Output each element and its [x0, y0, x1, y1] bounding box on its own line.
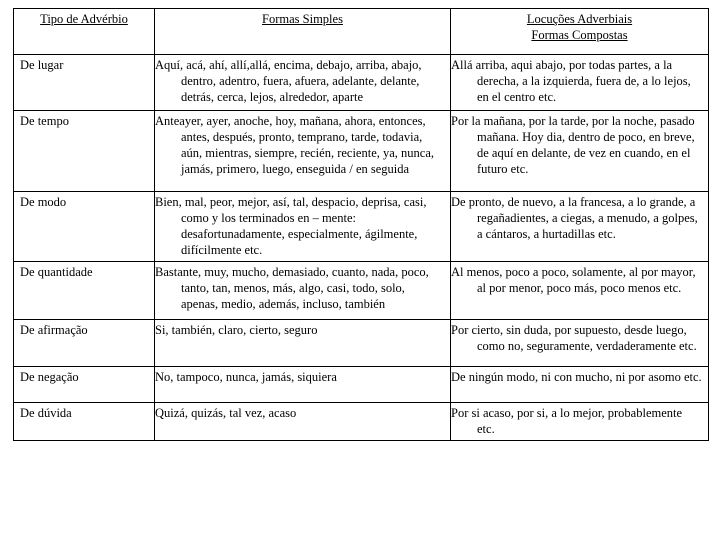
simple-forms: Aquí, acá, ahí, allí,allá, encima, debajo, arriba, abajo, dentro, adentro, fuera, afuera, adelante, delante, detrás, cerca, lejos, alrededor, aparte: [155, 55, 451, 111]
table-row: [14, 262, 709, 320]
simple-forms: Bien, mal, peor, mejor, así, tal, despacio, deprisa, casi, como y los terminados en – mente: desafortunadamente, especialmente, ágilmente, difícilmente etc.: [155, 192, 451, 262]
adverb-type: De afirmação: [14, 320, 155, 367]
adverb-type: De lugar: [14, 55, 155, 111]
adverb-type: De dúvida: [14, 403, 155, 441]
adverb-type: De modo: [14, 192, 155, 262]
compound-forms: Al menos, poco a poco, solamente, al por mayor, al por menor, poco más, poco menos etc.: [451, 262, 709, 320]
simple-forms: Anteayer, ayer, anoche, hoy, mañana, ahora, entonces, antes, después, pronto, temprano, tarde, todavia, aún, mientras, siempre, recién, reciente, ya, nunca, jamás, primero, luego, enseguida / en seguida: [155, 111, 451, 192]
header-simple-forms: Formas Simples: [155, 9, 451, 55]
compound-forms: Por cierto, sin duda, por supuesto, desde luego, como no, seguramente, verdaderamente etc.: [451, 320, 709, 367]
compound-forms: De ningún modo, ni con mucho, ni por asomo etc.: [451, 367, 709, 403]
table-row: [14, 403, 709, 441]
simple-forms: No, tampoco, nunca, jamás, siquiera: [155, 367, 451, 403]
simple-forms: Si, también, claro, cierto, seguro: [155, 320, 451, 367]
adverb-type: De negação: [14, 367, 155, 403]
compound-forms: Por la mañana, por la tarde, por la noche, pasado mañana. Hoy dia, dentro de poco, en breve, de aquí en delante, de vez en cuando, en el futuro etc.: [451, 111, 709, 192]
simple-forms: Quizá, quizás, tal vez, acaso: [155, 403, 451, 441]
adverb-type: De quantidade: [14, 262, 155, 320]
compound-forms: Por si acaso, por si, a lo mejor, probablemente etc.: [451, 403, 709, 441]
adverb-type: De tempo: [14, 111, 155, 192]
table-row: [14, 320, 709, 367]
header-row: [14, 9, 709, 55]
header-locutions: Locuções Adverbiais: [526, 12, 633, 26]
header-type: Tipo de Advérbio: [14, 9, 155, 55]
table-row: [14, 367, 709, 403]
header-compound: Formas Compostas: [531, 28, 628, 42]
table-row: [14, 192, 709, 262]
compound-forms: De pronto, de nuevo, a la francesa, a lo grande, a regañadientes, a ciegas, a menudo, a golpes, a cántaros, a hurtadillas etc.: [451, 192, 709, 262]
compound-forms: Allá arriba, aqui abajo, por todas partes, a la derecha, a la izquierda, fuera de, a lo lejos, en el centro etc.: [451, 55, 709, 111]
table-row: [14, 111, 709, 192]
simple-forms: Bastante, muy, mucho, demasiado, cuanto, nada, poco, tanto, tan, menos, más, algo, casi, todo, solo, apenas, medio, además, incluso, también: [155, 262, 451, 320]
adverb-table: [13, 8, 709, 441]
table-row: [14, 55, 709, 111]
header-compound-forms: [451, 9, 709, 55]
